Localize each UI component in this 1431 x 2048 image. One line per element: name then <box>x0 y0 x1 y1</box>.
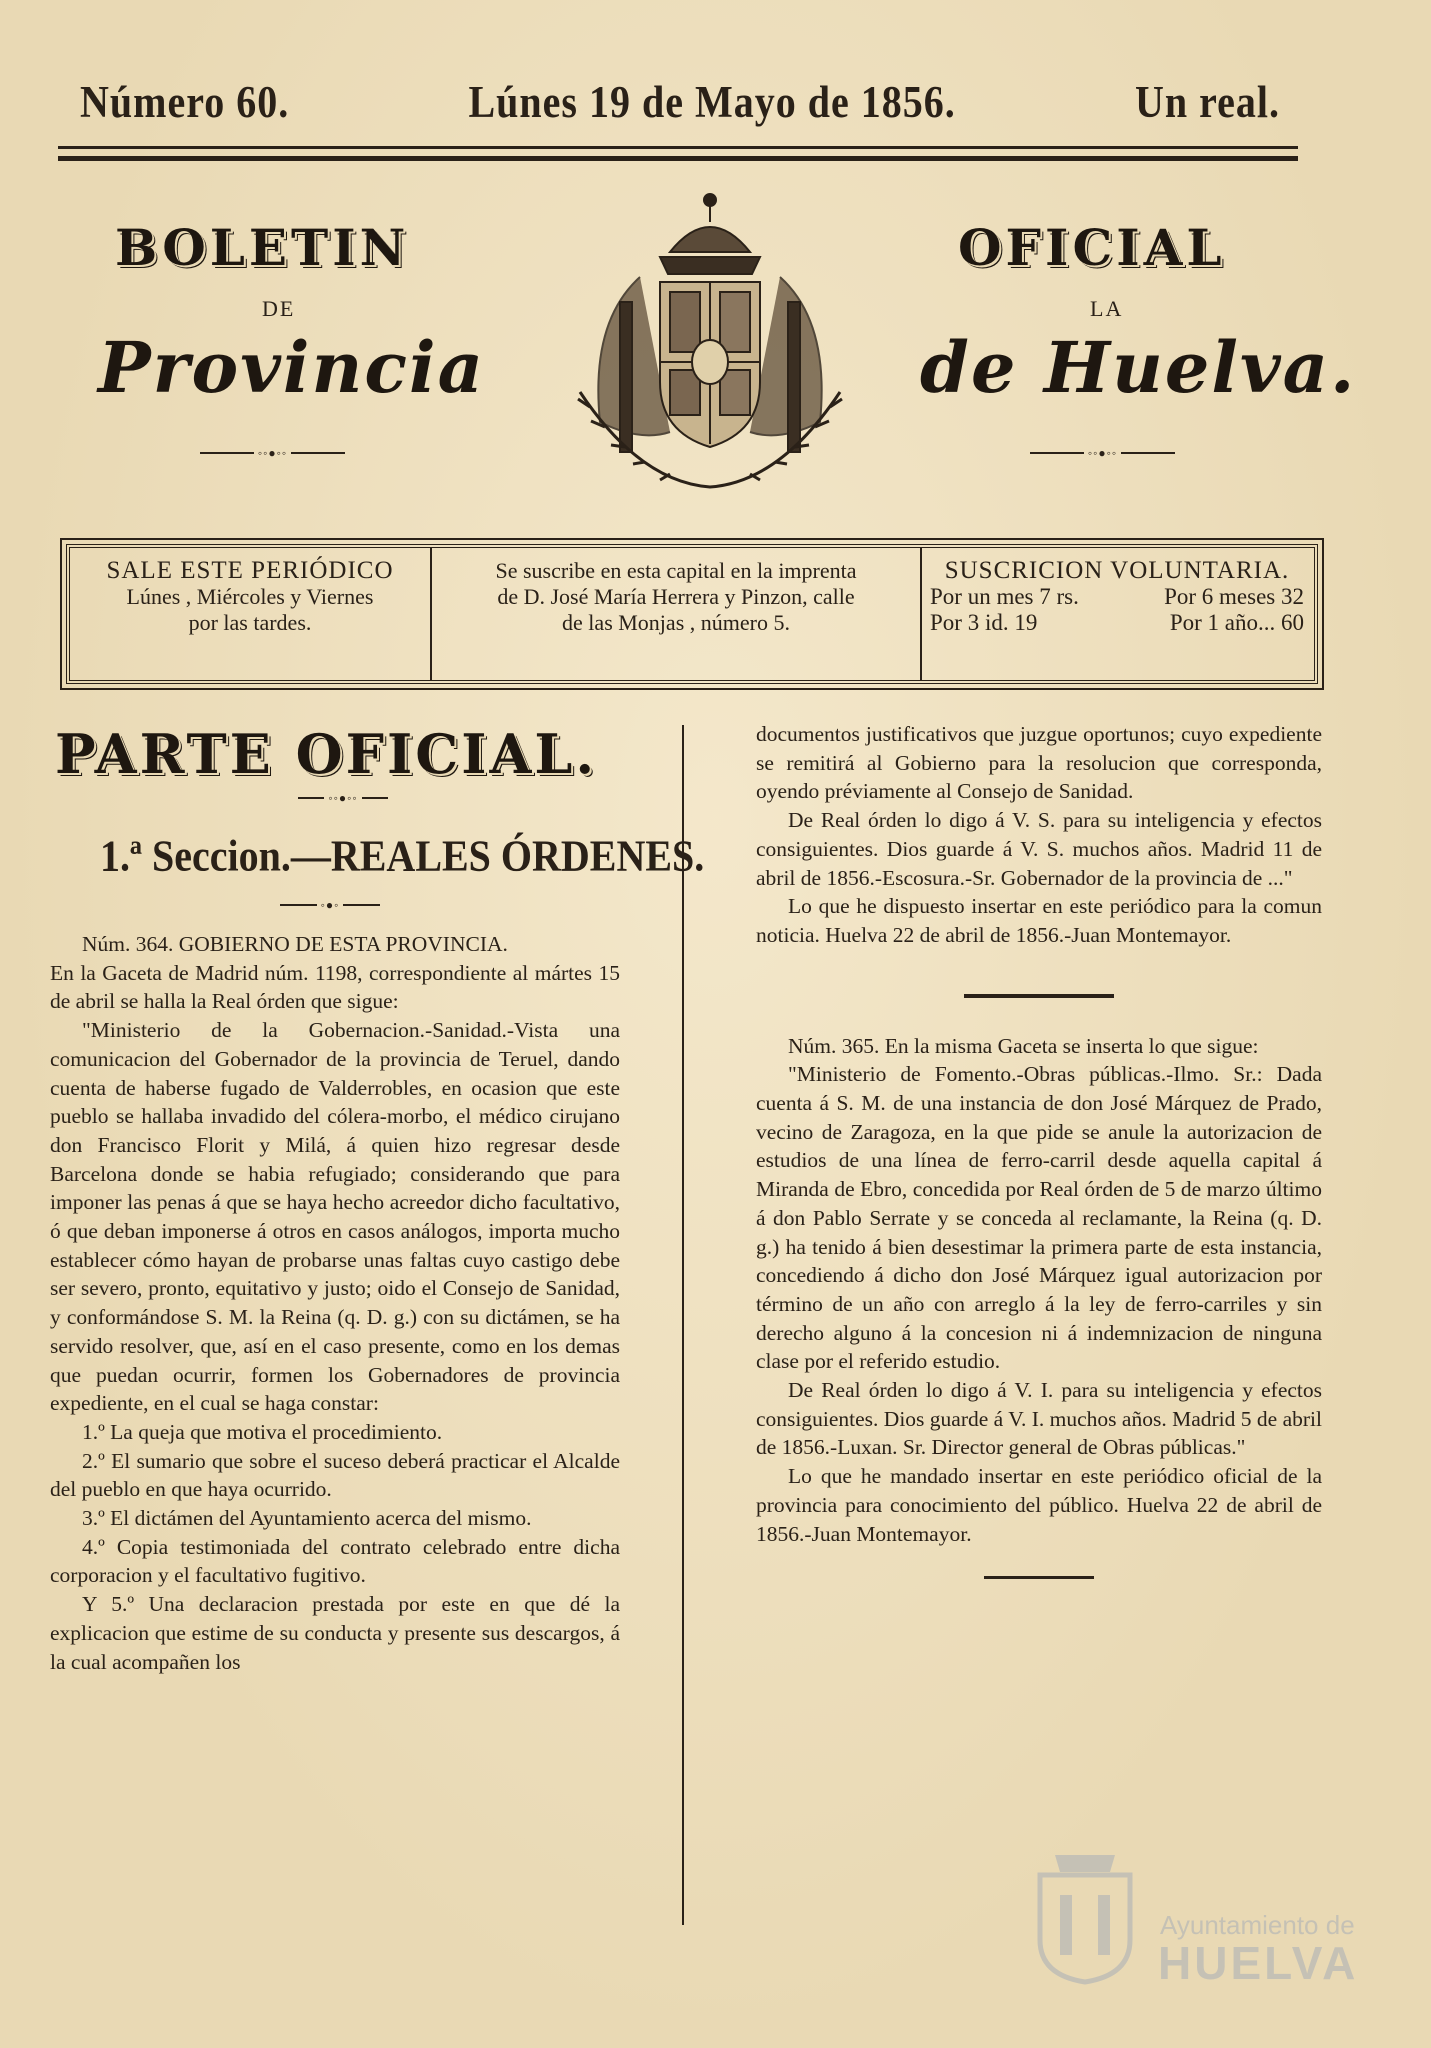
right-closing-1: De Real órden lo digo á V. S. para su inteligencia y efectos consiguientes. Dios guarde á V. S. muchos años. Madrid 11 de abril de 1856.-Escosura.-Sr. Gobernador de la provincia de ..." <box>756 808 1322 890</box>
masthead-line <box>80 74 1280 128</box>
parte-oficial-heading: PARTE OFICIAL. <box>55 722 598 786</box>
price-three-months: Por 3 id. 19 <box>930 610 1038 635</box>
title-oficial: OFICIAL <box>958 218 1226 277</box>
section-ornament: ◦●◦ <box>280 898 380 912</box>
price-one-year: Por 1 año... 60 <box>1169 610 1304 635</box>
right-closing-2: De Real órden lo digo á V. I. para su inteligencia y efectos consiguientes. Dios guarde á V. I. muchos años. Madrid 5 de abril de 1856.-Luxan. Sr. Director general de Obras públicas." <box>756 1378 1322 1460</box>
left-item-4: 4.º Copia testimoniada del contrato celebrado entre dicha corporacion y el facultativo fugitivo. <box>50 1534 620 1588</box>
header-rule <box>58 146 1298 149</box>
right-continuation: documentos justificativos que juzgue oportunos; cuyo expediente se remitirá al Gobierno para la resolucion que corresponda, oyendo préviamente al Consejo de Sanidad. <box>756 722 1322 804</box>
issue-number: Número 60. <box>80 75 290 128</box>
left-intro: En la Gaceta de Madrid núm. 1198, correspondiente al mártes 15 de abril se halla la Real órden que sigue: <box>50 960 620 1014</box>
schedule-days: Lúnes , Miércoles y Viernes <box>126 584 374 609</box>
title-de-huelva: de Huelva. <box>920 326 1357 409</box>
prices-row-1 <box>930 584 1304 610</box>
column-divider <box>682 725 684 1925</box>
issue-price: Un real. <box>1134 75 1280 128</box>
section-heading: 1.ª Seccion.—REALES ÓRDENES. <box>100 830 705 881</box>
publication-schedule <box>70 548 430 680</box>
title-la: LA <box>1090 296 1124 321</box>
left-decree: "Ministerio de la Gobernacion.-Sanidad.-Vista una comunicacion del Gobernador de la provincia de Teruel, dando cuenta de haberse fugado de Valderrobles, en ocasion que este pueblo se hallaba invadido del cólera-morbo, el médico cirujano don Francisco Florit y Milá, á quien hizo regresar desde Barcelona donde se habia refugiado; considerando que para imponer las penas á que se haya hecho acreedor dicho facultativo, ó que deban imponerse á otros en casos análogos, importa mucho establecer cómo hayan de probarse unas faltas cuyo castigo debe ser severo, pronto, equitativo y justo; oido el Consejo de Sanidad, y conformándose S. M. la Reina (q. D. g.) con su dictámen, se ha servido resolver, que, así en el caso presente, como en los demas que puedan ocurrir, formen los Gobernadores de provincia expediente, en el cual se haga constar: <box>50 1018 620 1416</box>
left-item-1: 1.º La queja que motiva el procedimiento. <box>82 1419 443 1444</box>
right-notice-1: Lo que he dispuesto insertar en este periódico para la comun noticia. Huelva 22 de abril de 1856.-Juan Montemayor. <box>756 894 1322 947</box>
right-heading-365: Núm. 365. En la misma Gaceta se inserta lo que sigue: <box>788 1033 1259 1058</box>
prices-row-2 <box>930 610 1304 636</box>
schedule-title: SALE ESTE PERIÓDICO <box>106 557 394 584</box>
right-column <box>756 720 1322 1601</box>
title-de: DE <box>262 296 296 321</box>
watermark-line-1: Ayuntamiento de <box>1160 1910 1355 1940</box>
left-item-2: 2.º El sumario que sobre el suceso deberá practicar el Alcalde del pueblo en que haya ocurrido. <box>50 1448 620 1502</box>
issue-date: Lúnes 19 de Mayo de 1856. <box>468 75 956 128</box>
archive-watermark <box>1010 1850 1360 1990</box>
right-notice-2: Lo que he mandado insertar en este periódico oficial de la provincia para conocimiento del público. Huelva 22 de abril de 1856.-Juan Montemayor. <box>756 1464 1322 1546</box>
shield-watermark-icon <box>1030 1850 1140 1985</box>
left-column <box>50 930 620 1676</box>
end-separator <box>984 1576 1094 1579</box>
address-line-1: Se suscribe en esta capital en la imprenta <box>495 558 857 583</box>
left-heading: Núm. 364. GOBIERNO DE ESTA PROVINCIA. <box>82 932 508 956</box>
schedule-time: por las tardes. <box>188 610 312 635</box>
left-item-3: 3.º El dictámen del Ayuntamiento acerca del mismo. <box>82 1506 532 1531</box>
price-one-month: Por un mes 7 rs. <box>930 584 1079 609</box>
subscription-box <box>66 544 1318 684</box>
parte-ornament: ◦◦●◦◦ <box>298 791 388 805</box>
header-rule-thick <box>58 156 1298 161</box>
left-item-5: Y 5.º Una declaracion prestada por este en que dé la explicacion que estime de su conducta y presente sus descargos, á la cual acompañen los <box>50 1592 620 1674</box>
subscription-address <box>430 548 920 680</box>
subscription-prices <box>920 548 1314 680</box>
right-decree-365: "Ministerio de Fomento.-Obras públicas.-Ilmo. Sr.: Dada cuenta á S. M. de una instancia de don José Márquez de Prado, vecino de Zaragoza, en la que pide se anule la autorizacion de estudios de una línea de ferro-carril desde aquella capital á Miranda de Ebro, concedida por Real órden de 5 de marzo último á don Pablo Serrate y se conceda al reclamante, la Reina (q. D. g.) ha tenido á bien desestimar la primera parte de esta instancia, concediendo á dicho don José Márquez igual autorizacion por término de un año con arreglo á la ley de ferro-carriles y sin derecho alguno á la concesion ni á indemnizacion de ninguna clase por el referido estudio. <box>756 1062 1322 1374</box>
address-line-2: de D. José María Herrera y Pinzon, calle <box>497 584 855 609</box>
address-line-3: de las Monjas , número 5. <box>562 610 790 635</box>
coat-of-arms-icon <box>520 182 900 502</box>
price-six-months: Por 6 meses 32 <box>1164 584 1304 609</box>
title-ornament-left: ◦◦●◦◦ <box>200 446 345 460</box>
watermark-line-2: HUELVA <box>1158 1937 1359 1989</box>
title-ornament-right: ◦◦●◦◦ <box>1030 446 1175 460</box>
article-separator <box>964 994 1114 998</box>
title-provincia: Provincia <box>98 326 485 409</box>
prices-title: SUSCRICION VOLUNTARIA. <box>944 557 1290 584</box>
title-boletin: BOLETIN <box>115 218 410 277</box>
